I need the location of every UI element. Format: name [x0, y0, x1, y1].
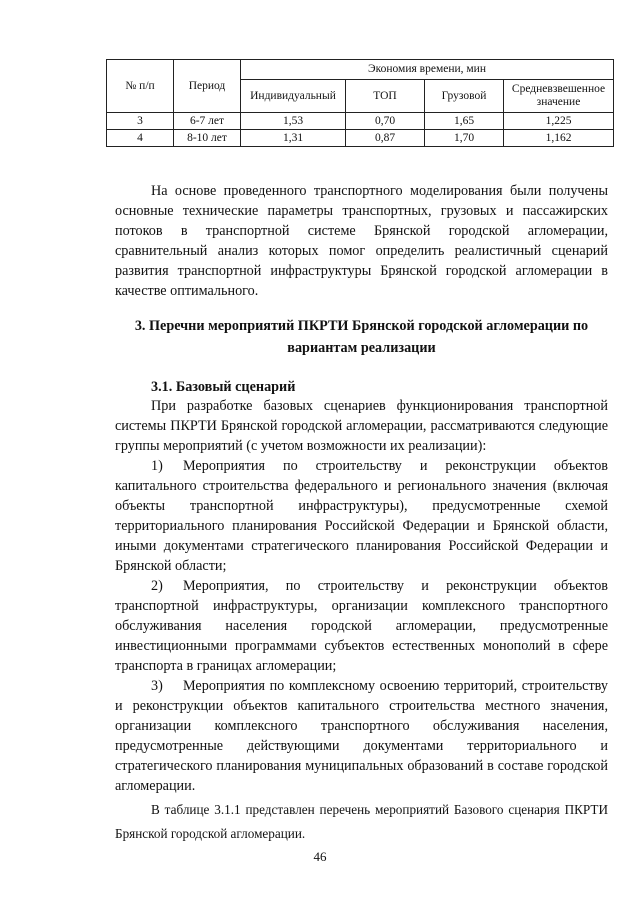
header-top: ТОП: [346, 80, 425, 113]
cell-cargo: 1,65: [425, 113, 504, 130]
header-period: Период: [174, 60, 241, 113]
list-item: [115, 456, 608, 576]
intro-paragraph: На основе проведенного транспортного моделирования были получены основные технические параметры транспортных, грузовых и пассажирских потоков в транспортной системе Брянской городской агломерации, сравнительный анализ которых помог определить реалистичный сценарий развития транспортной инфраструктуры Брянской городской агломерации в качестве оптимального.: [115, 183, 608, 299]
item-number: 2): [151, 578, 163, 594]
lead-paragraph: При разработке базовых сценариев функционирования транспортной системы ПКРТИ Брянской городской агломерации, рассматриваются следующие группы мероприятий (с учетом возможности их реализации):: [115, 398, 608, 454]
item-text: Мероприятия, по строительству и реконструкции объектов транспортной инфраструктуры, организации комплексного транспортного обслуживания населения городской агломерации, предусмотренные инвестиционными программами субъектов естественных монополий в сфере транспорта в границах агломерации;: [115, 578, 608, 674]
list-item: [115, 676, 608, 796]
cell-weighted: 1,162: [504, 130, 614, 147]
item-number: 3): [151, 678, 163, 694]
cell-individual: 1,31: [241, 130, 346, 147]
cell-top: 0,87: [346, 130, 425, 147]
table-row: [107, 113, 614, 130]
time-savings-table: [106, 59, 614, 147]
cell-num: 3: [107, 113, 174, 130]
cell-period: 8-10 лет: [174, 130, 241, 147]
item-number: 1): [151, 458, 163, 474]
header-weighted-line2: значение: [536, 96, 581, 108]
subsection-heading: 3.1. Базовый сценарий: [151, 379, 296, 395]
cell-individual: 1,53: [241, 113, 346, 130]
cell-period: 6-7 лет: [174, 113, 241, 130]
table-row: [107, 130, 614, 147]
body-block: [115, 396, 608, 846]
item-text: Мероприятия по строительству и реконструкции объектов капитального строительства федерального и регионального значения (включая объекты транспортной инфраструктуры), предусмотренные схемой территориального планирования Российской Федерации и Брянской области, иными документами стратегического планирования Российской Федерации и Брянской области;: [115, 458, 608, 574]
cell-num: 4: [107, 130, 174, 147]
intro-block: [115, 181, 608, 301]
section-heading: 3. Перечни мероприятий ПКРТИ Брянской городской агломерации по вариантам реализации: [134, 318, 589, 356]
list-item: [115, 576, 608, 676]
header-weighted: [504, 80, 614, 113]
item-text: Мероприятия по комплексному освоению территорий, строительству и реконструкции объектов капитального строительства местного значения, организации комплексного транспортного обслуживания населения, предусмотренные действующими документами территориального и стратегического планирования муниципальных образований в составе городской агломерации.: [115, 678, 608, 794]
cell-top: 0,70: [346, 113, 425, 130]
header-group: Экономия времени, мин: [241, 60, 614, 80]
closing-paragraph: В таблице 3.1.1 представлен перечень мероприятий Базового сценария ПКРТИ Брянской городской агломерации.: [115, 802, 608, 841]
header-weighted-line1: Средневзвешенное: [511, 83, 606, 95]
header-cargo: Грузовой: [425, 80, 504, 113]
page-number: 46: [313, 849, 327, 864]
header-individual: Индивидуальный: [241, 80, 346, 113]
header-num: № п/п: [107, 60, 174, 113]
cell-cargo: 1,70: [425, 130, 504, 147]
cell-weighted: 1,225: [504, 113, 614, 130]
